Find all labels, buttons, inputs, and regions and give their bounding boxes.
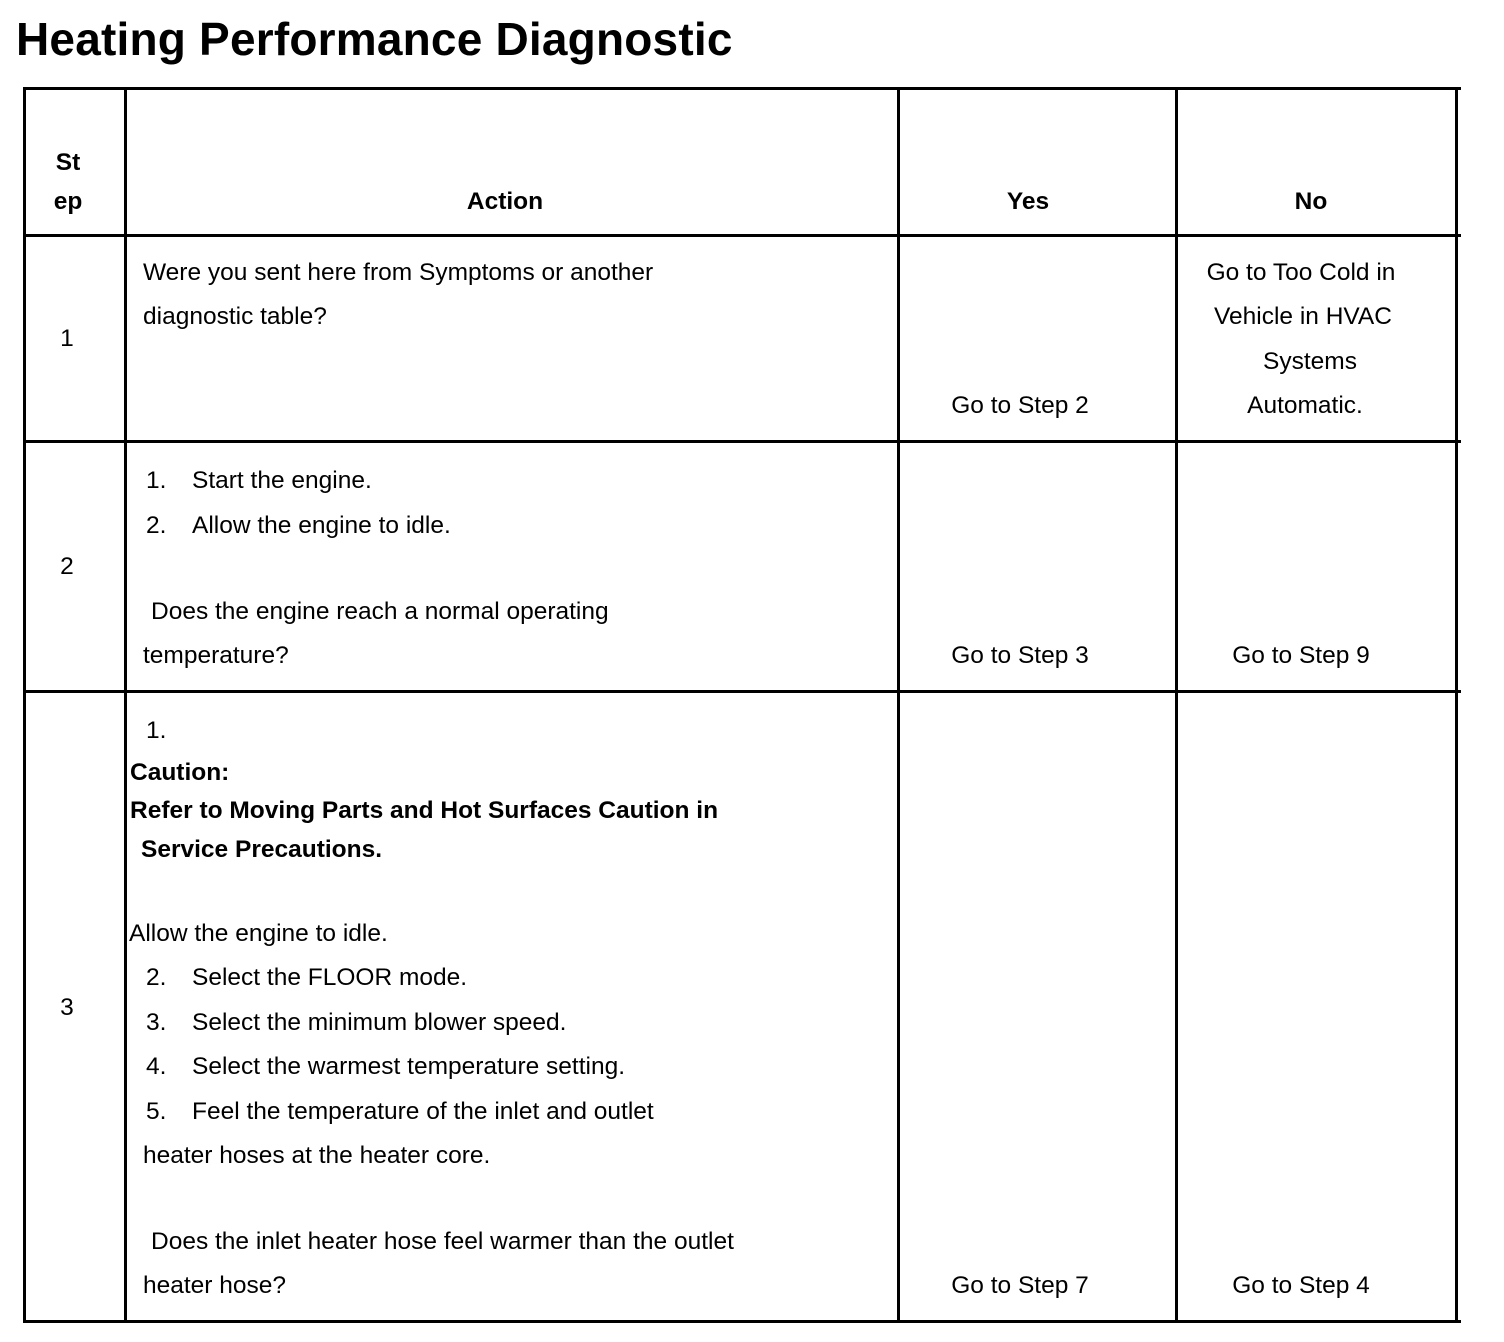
list-item-text: Select the warmest temperature setting.	[192, 1053, 626, 1080]
list-item-number: 3.	[146, 1009, 167, 1036]
action-list-item	[146, 966, 467, 991]
action-list-item	[146, 1100, 654, 1125]
action-question-line1: Does the inlet heater hose feel warmer than the outlet	[151, 1228, 734, 1255]
table-rule-row2	[23, 690, 1461, 693]
action-list-item	[146, 1055, 625, 1080]
page-title: Heating Performance Diagnostic	[16, 13, 733, 65]
action-list-item-continued: heater hoses at the heater core.	[143, 1142, 491, 1169]
header-action: Action	[466, 188, 544, 215]
list-item-number: 5.	[146, 1098, 167, 1125]
table-rule-col3	[1175, 87, 1178, 1323]
header-no: No	[1294, 188, 1328, 215]
caution-text-line2: Service Precautions.	[141, 836, 383, 863]
no-result-line3: Systems	[1263, 348, 1357, 375]
header-step-line1: St	[55, 149, 81, 176]
step-number: 3	[60, 994, 74, 1021]
action-question-line2: diagnostic table?	[143, 303, 327, 330]
list-item-text: Select the FLOOR mode.	[192, 964, 468, 991]
no-result: Go to Step 9	[1232, 642, 1370, 669]
table-rule-top	[23, 87, 1461, 90]
action-question-line2: temperature?	[143, 642, 289, 669]
list-item-number: 1.	[146, 467, 167, 494]
action-question-line1: Does the engine reach a normal operating	[151, 598, 609, 625]
action-step-text: Allow the engine to idle.	[129, 920, 388, 947]
step-number: 1	[60, 325, 74, 352]
table-rule-row1	[23, 440, 1461, 443]
yes-result: Go to Step 2	[951, 392, 1089, 419]
action-list-item	[146, 469, 372, 494]
list-item-number: 4.	[146, 1053, 167, 1080]
no-result: Go to Step 4	[1232, 1272, 1370, 1299]
table-rule-header	[23, 234, 1461, 237]
action-list-item	[146, 1011, 566, 1036]
table-rule-right	[1455, 87, 1458, 1323]
caution-text-line1: Refer to Moving Parts and Hot Surfaces Caution in	[130, 797, 719, 824]
yes-result: Go to Step 3	[951, 642, 1089, 669]
table-rule-col2	[897, 87, 900, 1323]
header-yes: Yes	[1006, 188, 1050, 215]
table-rule-left	[23, 87, 26, 1323]
action-question-line2: heater hose?	[143, 1272, 287, 1299]
list-item-number: 1.	[146, 717, 167, 744]
table-rule-bottom	[23, 1320, 1461, 1323]
no-result-line1: Go to Too Cold in	[1206, 259, 1396, 286]
list-item-text: Start the engine.	[192, 467, 372, 494]
list-item-text: Select the minimum blower speed.	[192, 1009, 567, 1036]
list-item-text: Feel the temperature of the inlet and outlet	[192, 1098, 654, 1125]
no-result-line4: Automatic.	[1247, 392, 1363, 419]
table-rule-col1	[124, 87, 127, 1323]
action-list-item	[146, 514, 451, 539]
no-result-line2: Vehicle in HVAC	[1214, 303, 1392, 330]
action-question-line1: Were you sent here from Symptoms or another	[143, 259, 654, 286]
list-item-number: 2.	[146, 512, 167, 539]
step-number: 2	[60, 553, 74, 580]
caution-label: Caution:	[130, 759, 230, 786]
yes-result: Go to Step 7	[951, 1272, 1089, 1299]
list-item-number: 2.	[146, 964, 167, 991]
list-item-text: Allow the engine to idle.	[192, 512, 451, 539]
header-step-line2: ep	[53, 188, 83, 215]
